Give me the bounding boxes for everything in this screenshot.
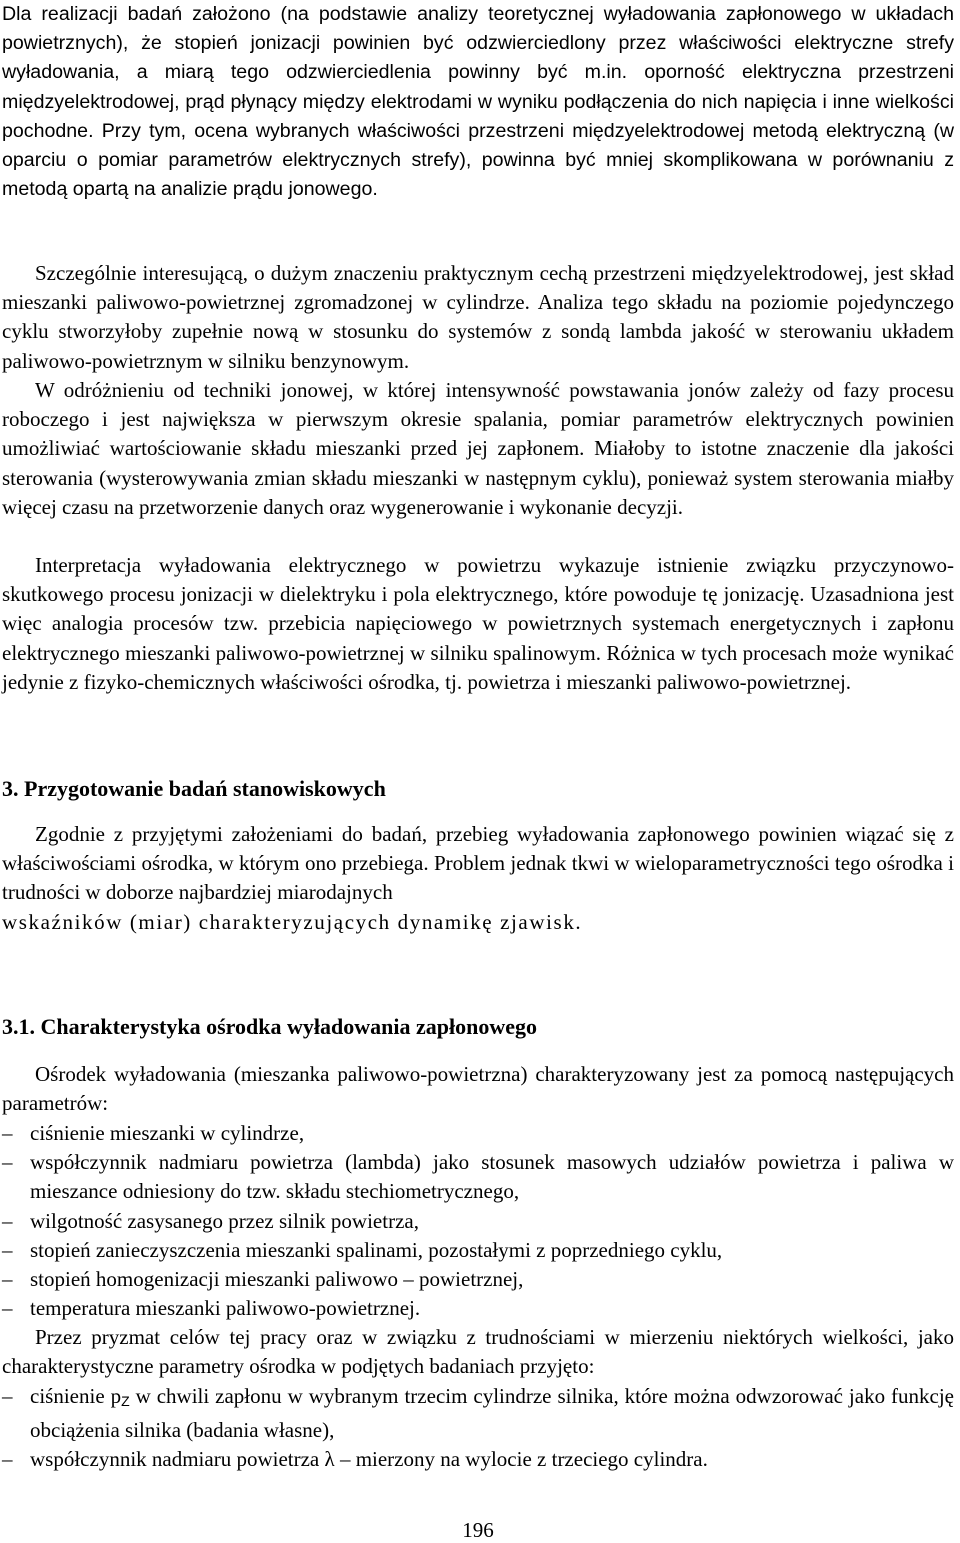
page-number: 196: [462, 1518, 494, 1542]
section-heading-3-1: 3.1. Charakterystyka ośrodka wyładowania zapłonowego: [2, 1014, 537, 1039]
dash-bullet: –: [2, 1150, 13, 1175]
parameter-list: [2, 1119, 954, 1323]
paragraph-selected-parameters: Przez pryzmat celów tej pracy oraz w związku z trudnościami w mierzeniu niektórych wielkości, jako charakterystyczne parametry ośrodka w podjętych badaniach przyjęto:: [2, 1325, 954, 1379]
list-item: – stopień homogenizacji mieszanki paliwowo – powietrznej,: [2, 1265, 954, 1294]
list-item: – temperatura mieszanki paliwowo-powietrznej.: [2, 1294, 954, 1323]
paragraph-research-assumptions-main: Zgodnie z przyjętymi założeniami do badań, przebieg wyładowania zapłonowego powinien wiązać się z właściwościami ośrodka, w którym ono przebiega. Problem jednak tkwi w wieloparametryczności tego ośrodka i trudności w doborze najbardziej miarodajnych: [2, 822, 954, 905]
subscript-z: Z: [121, 1393, 130, 1409]
paragraph-discharge-interpretation: Interpretacja wyładowania elektrycznego w powietrzu wykazuje istnienie związku przyczynowo-skutkowego procesu jonizacji w dielektryku i pola elektrycznego, które powoduje tę jonizację. Uzasadniona jest więc analogia procesów tzw. przebicia napięciowego w powietrznych systemach energetycznych i zapłonu elektrycznego mieszanki paliwowo-powietrznej w silniku spalinowym. Różnica w tych procesach może wynikać jedynie z fizyko-chemicznych właściwości ośrodka, tj. powietrza i mieszanki paliwowo-powietrznej.: [2, 553, 954, 694]
dash-bullet: –: [2, 1121, 13, 1145]
list-item: – stopień zanieczyszczenia mieszanki spalinami, pozostałymi z poprzedniego cyklu,: [2, 1236, 954, 1265]
section-heading-3: 3. Przygotowanie badań stanowiskowych: [2, 776, 386, 801]
list-item: – wilgotność zasysanego przez silnik powietrza,: [2, 1207, 954, 1236]
list-item: – współczynnik nadmiaru powietrza (lambda) jako stosunek masowych udziałów powietrza i paliwa w mieszance odniesiony do tzw. składu stechiometrycznego,: [2, 1150, 954, 1204]
paragraph-research-assumptions: [2, 820, 954, 937]
dash-bullet: –: [2, 1384, 13, 1408]
dash-bullet: –: [2, 1447, 13, 1472]
list-item: – współczynnik nadmiaru powietrza λ – mierzony na wylocie z trzeciego cylindra.: [2, 1445, 954, 1474]
dash-bullet: –: [2, 1208, 13, 1233]
paragraph-research-assumptions-tail: wskaźników (miar) charakteryzujących dynamikę zjawisk.: [2, 909, 583, 934]
selected-parameter-list: [2, 1382, 954, 1475]
dash-bullet: –: [2, 1267, 13, 1292]
paragraph-ion-technique: W odróżnieniu od techniki jonowej, w której intensywność powstawania jonów zależy od fazy procesu roboczego i jest największa w pierwszym okresie spalania, pomiar parametrów elektrycznych powinien umożliwiać wartościowanie składu mieszanki przed jej zapłonem. Miałoby to istotne znaczenie dla jakości sterowania (wysterowywania zmian składu mieszanki w następnym cyklu), ponieważ system sterowania miałby więcej czasu na przetworzenie danych oraz wygenerowanie i wykonanie decyzji.: [2, 378, 954, 519]
paragraph-medium-parameters: Ośrodek wyładowania (mieszanka paliwowo-powietrzna) charakteryzowany jest za pomocą następujących parametrów:: [2, 1062, 954, 1116]
dash-bullet: –: [2, 1296, 13, 1321]
paragraph-mixture-composition: Szczególnie interesującą, o dużym znaczeniu praktycznym cechą przestrzeni międzyelektrodowej, jest skład mieszanki paliwowo-powietrznej zgromadzonej w cylindrze. Analiza tego składu na poziomie pojedynczego cyklu stworzyłoby zupełnie nową w stosunku do systemów z sondą lambda jakość w sterowaniu układem paliwowo-powietrznym w silniku benzynowym.: [2, 261, 954, 373]
list-item: – ciśnienie mieszanki w cylindrze,: [2, 1119, 954, 1148]
dash-bullet: –: [2, 1237, 13, 1262]
paragraph-ionization-assumption: Dla realizacji badań założono (na podstawie analizy teoretycznej wyładowania zapłonowego w układach powietrznych), że stopień jonizacji powinien być odzwierciedlony przez właściwości elektryczne strefy wyładowania, a miarą tego odzwierciedlenia powinny być m.in. oporność elektryczna przestrzeni międzyelektrodowej, prąd płynący między elektrodami w wyniku podłączenia do nich napięcia i inne wielkości pochodne. Przy tym, ocena wybranych właściwości przestrzeni międzyelektrodowej metodą elektryczną (w oparciu o pomiar parametrów elektrycznych strefy), powinna być mniej skomplikowana w porównaniu z metodą opartą na analizie prądu jonowego.: [2, 3, 954, 201]
list-item: – ciśnienie $p_Z$ w chwili zapłonu w wybranym trzecim cylindrze silnika, które można odwzorować jako funkcję obciążenia silnika (badania własne),: [2, 1384, 954, 1443]
lambda-symbol: λ: [324, 1447, 335, 1472]
